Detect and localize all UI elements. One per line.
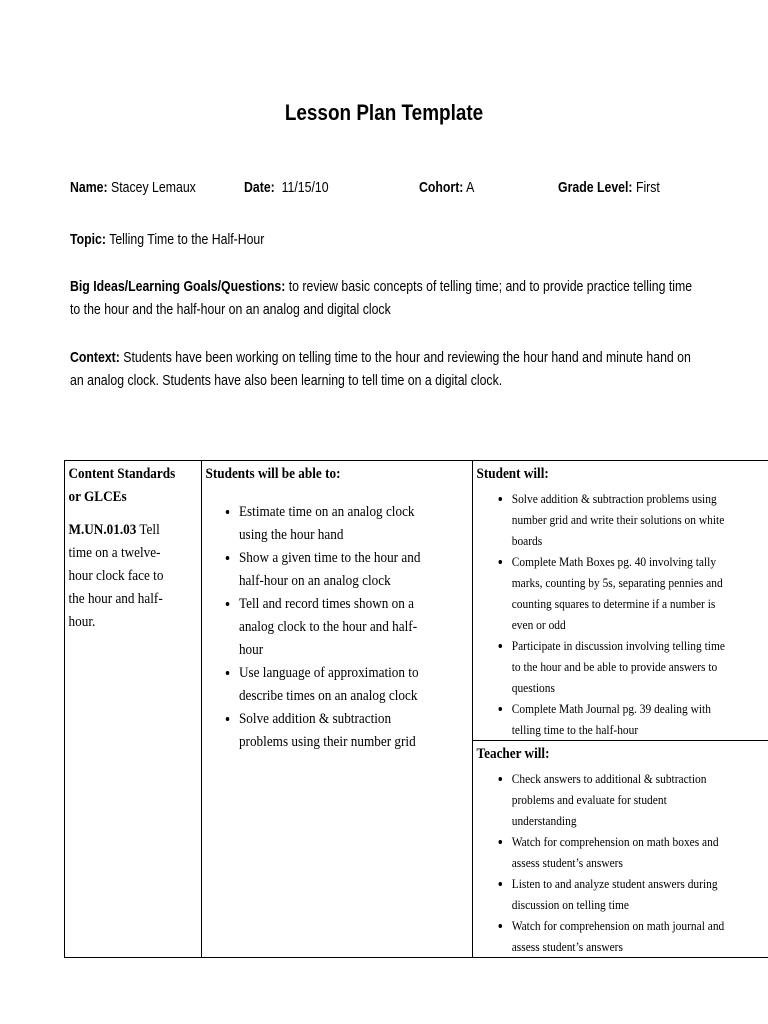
grade-value: First [635,179,660,196]
teacher-will-cell [473,741,768,958]
topic-label: Topic: [70,231,106,248]
list-item: • Complete Math Boxes pg. 40 involving tally marks, counting by 5s, separating pennies and counting squares to determine if a number is even or odd [512,551,732,635]
student-will-header: Student will: [476,466,549,482]
standard-code: M.UN.01.03 [68,522,137,538]
context-label: Context: [70,349,120,366]
list-item: • Estimate time on an analog clock using the hour hand [239,501,436,547]
cohort-value: A [466,179,475,196]
teacher-will-header: Teacher will: [476,746,550,762]
list-item: • Check answers to additional & subtraction problems and evaluate for student understanding [512,768,732,831]
topic-value: Telling Time to the Half-Hour [109,231,265,248]
name-value: Stacey Lemaux [111,179,196,196]
list-item: • Use language of approximation to describe times on an analog clock [239,662,436,708]
able-to-header: Students will be able to: [205,466,341,482]
page-title: Lesson Plan Template [284,100,484,125]
context-paragraph [70,346,768,392]
cohort-field [419,179,487,196]
cohort-label: Cohort: [419,179,464,196]
header-info-row [70,179,710,201]
teacher-will-list [477,768,732,957]
list-item: • Participate in discussion involving telling time to the hour and be able to provide answers to questions [512,635,732,698]
context-value: Students have been working on telling time to the hour and reviewing the hour hand and minute hand on an analog clock. Students have also been learning to tell time on a digital clock. [70,349,691,389]
list-item: • Show a given time to the hour and half-hour on an analog clock [239,547,436,593]
date-label: Date: [244,179,275,196]
standards-header: Content Standards or GLCEs [68,466,176,505]
standard-text: Tell time on a twelve-hour clock face to the hour and half-hour. [68,522,164,630]
list-item: • Listen to and analyze student answers during discussion on telling time [512,873,732,915]
standards-cell [65,461,202,958]
standard-description [69,519,182,634]
student-will-list [477,488,732,740]
list-item: • Watch for comprehension on math boxes and assess student’s answers [512,831,732,873]
list-item: • Solve addition & subtraction problems using number grid and write their solutions on white boards [512,488,732,551]
big-ideas-label: Big Ideas/Learning Goals/Questions: [70,278,286,295]
student-will-cell [473,461,768,741]
list-item: • Solve addition & subtraction problems using their number grid [239,708,436,754]
list-item: • Complete Math Journal pg. 39 dealing with telling time to the half-hour [512,698,732,740]
date-field [244,179,347,196]
list-item: • Watch for comprehension on math journal and assess student’s answers [512,915,732,957]
big-ideas-value: to review basic concepts of telling time; and to provide practice telling time to the hour and the half-hour on an analog and digital clock [70,278,693,318]
grade-label: Grade Level: [558,179,633,196]
able-to-cell [202,461,473,958]
name-field [70,179,223,196]
lesson-table [64,460,768,958]
big-ideas-paragraph [70,275,768,321]
topic-line [70,228,307,251]
able-to-list [206,501,437,754]
list-item: • Tell and record times shown on a analog clock to the hour and half-hour [239,593,436,662]
date-value: 11/15/10 [281,179,329,196]
grade-field [558,179,682,196]
name-label: Name: [70,179,108,196]
